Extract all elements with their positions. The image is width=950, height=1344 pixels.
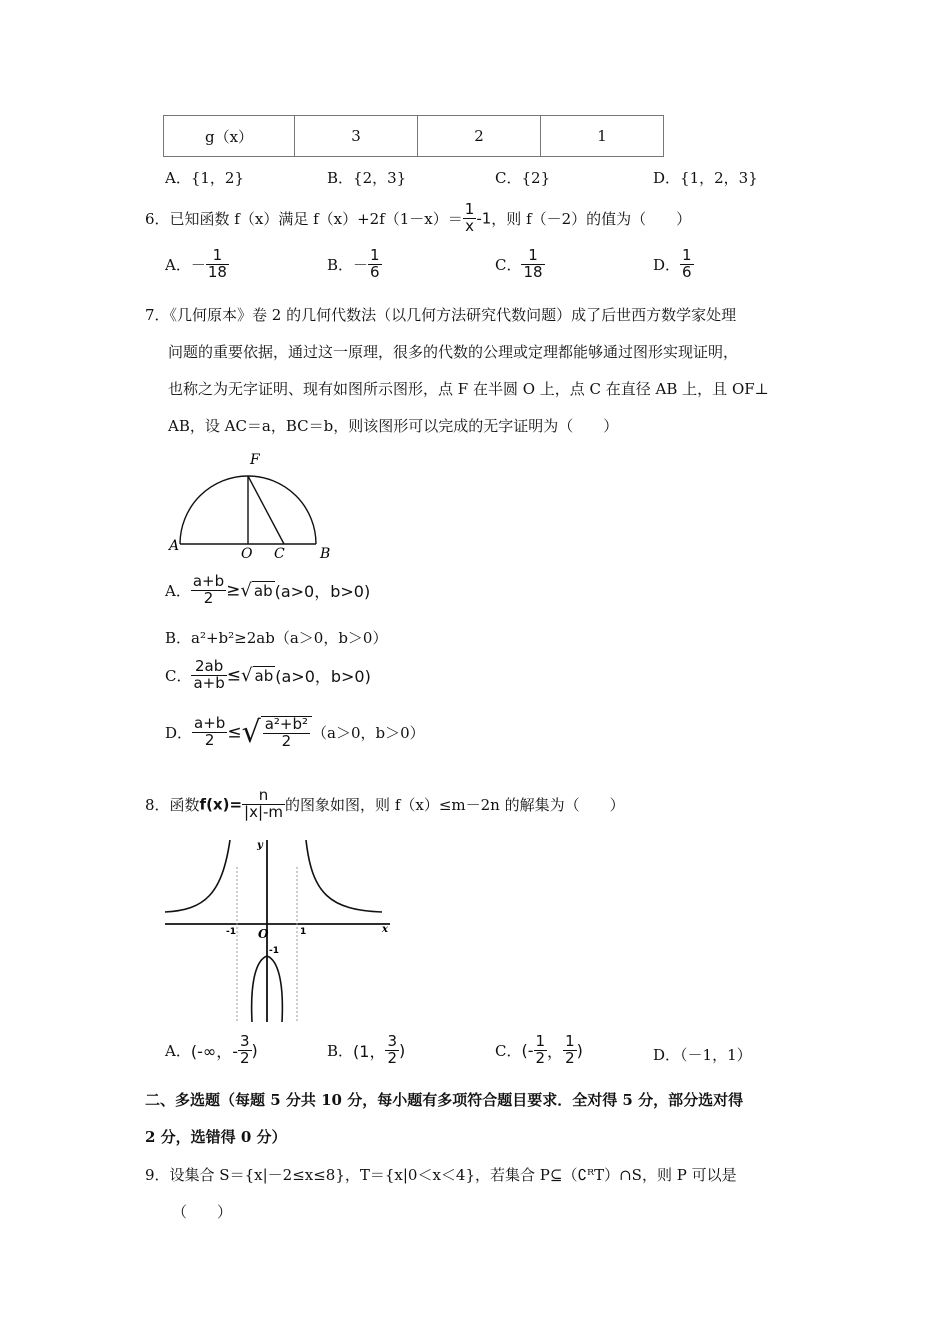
frac-num: a+b <box>194 714 226 733</box>
q6-option-d <box>653 248 694 281</box>
option-label: A． <box>165 581 191 600</box>
opt-pre: (1， <box>353 1041 386 1061</box>
frac-den: 2 <box>565 1048 575 1067</box>
option-label: B． <box>327 255 354 274</box>
section-heading-line-1: 二、多选题（每题 5 分共 10 分，每小题有多项符合题目要求．全对得 5 分，部分选对得 <box>145 1091 744 1109</box>
frac-num: n <box>258 786 269 804</box>
frac-num: a²+b² <box>264 714 309 733</box>
sign: － <box>190 255 206 274</box>
frac-num: 3 <box>387 1032 398 1050</box>
radicand: ab <box>254 666 274 685</box>
gx-value-cell: 2 <box>418 116 541 157</box>
q6-option-a <box>165 248 229 281</box>
frac-den: 2 <box>387 1048 398 1067</box>
frac-den: 6 <box>370 262 380 281</box>
frac-den: 18 <box>523 262 543 281</box>
q5-option-b: B．{2，3} <box>327 169 407 187</box>
section-heading-line-2: 2 分，选错得 0 分） <box>145 1128 287 1146</box>
opt-post: ) <box>399 1040 406 1060</box>
q7-option-c: C． $\frac{2ab}{a+b}$ ≤√ ab (a>0，b>0) <box>165 657 371 692</box>
q5-option-c: C．{2} <box>495 169 551 187</box>
q7-line-4: AB，设 AC＝a，BC＝b，则该图形可以完成的无字证明为（ ） <box>168 417 619 435</box>
q7-option-b <box>165 627 387 648</box>
gx-value-cell: 1 <box>541 116 664 157</box>
frac-num: 1 <box>370 246 380 264</box>
opt-pre: (-∞，- <box>190 1041 238 1061</box>
option-label: D． <box>653 255 681 274</box>
frac-num: 1 <box>528 246 538 264</box>
frac-den: 2 <box>191 590 226 607</box>
q6-fraction <box>463 202 477 235</box>
q8-stem-post: 的图象如图，则 f（x）≤m－2n 的解集为（ ） <box>285 795 625 814</box>
function-graph <box>160 832 400 1027</box>
q8-option-a <box>165 1034 258 1067</box>
q8-option-d <box>653 1044 752 1065</box>
option-text: （－1，1） <box>680 1046 752 1064</box>
q6-stem-post: ，则 f（－2）的值为（ ） <box>491 209 692 228</box>
frac-num: 3 <box>239 1032 250 1050</box>
gx-table <box>163 115 664 157</box>
gx-label-cell: g（x） <box>164 116 295 157</box>
q6-stem-pre: 6．已知函数 f（x）满足 f（x）+2f（1－x）＝ <box>145 209 463 228</box>
label-b: B <box>320 546 331 562</box>
q8-option-c <box>495 1034 583 1067</box>
option-label: A． <box>165 1041 191 1060</box>
label-x: x <box>382 924 388 935</box>
q6-stem <box>145 202 691 235</box>
condition: (a>0，b>0) <box>275 666 371 686</box>
frac-num: 1 <box>212 246 223 264</box>
frac-num: 1 <box>682 246 692 264</box>
frac-num: 1 <box>535 1032 546 1050</box>
option-label: C． <box>165 666 192 685</box>
frac-den: 2 <box>192 732 227 749</box>
frac-den: 18 <box>207 262 227 281</box>
relation: ≥ <box>226 580 241 601</box>
label-y: y <box>257 840 263 851</box>
q8-stem <box>145 788 625 821</box>
q7-line-3: 也称之为无字证明、现有如图所示图形，点 F 在半圆 O 上，点 C 在直径 AB 上，且 OF⊥ <box>168 380 769 398</box>
option-label: B． <box>165 629 192 647</box>
relation: ≤ <box>226 665 242 686</box>
q5-option-a: A．{1，2} <box>165 169 245 187</box>
frac-num: 2ab <box>195 657 224 675</box>
frac-den: 6 <box>682 262 692 281</box>
option-label: C． <box>495 255 522 274</box>
q9-line-1: 9．设集合 S＝{x|－2≤x≤8}，T＝{x|0＜x＜4}，若集合 P⊆（∁ᴿT）∩S，则 P 可以是 <box>145 1166 737 1184</box>
q7-line-2: 问题的重要依据，通过这一原理，很多的代数的公理或定理都能够通过图形实现证明， <box>168 343 739 361</box>
q6-frac-num: 1 <box>464 200 475 218</box>
label-neg-one: -1 <box>226 927 236 937</box>
q8-stem-pre: 8．函数 <box>145 795 200 814</box>
frac-num: 1 <box>565 1032 575 1050</box>
label-c: C <box>274 546 285 562</box>
label-origin: O <box>258 927 269 941</box>
condition: （a＞0，b＞0） <box>312 724 425 742</box>
relation: ≤ <box>227 722 242 743</box>
label-y-neg-one: -1 <box>269 946 279 956</box>
label-f: F <box>250 452 260 468</box>
option-label: A． <box>165 255 191 274</box>
label-o: O <box>241 546 253 562</box>
opt-post: ) <box>576 1040 583 1060</box>
opt-pre: (- <box>521 1040 534 1060</box>
q6-expr-tail: -1 <box>476 209 492 228</box>
q5-option-d: D．{1，2，3} <box>653 169 758 187</box>
q7-option-a: A． $\frac{a+b}{2}$ ≥√ ab (a>0，b>0) <box>165 572 371 607</box>
opt-mid: ， <box>547 1041 564 1061</box>
option-text: a²+b²≥2ab（a＞0，b＞0） <box>191 629 388 647</box>
label-one: 1 <box>300 927 307 937</box>
frac-den: |x|-m <box>244 802 284 821</box>
q6-option-c <box>495 248 545 281</box>
radicand: ab <box>253 581 273 600</box>
sign: － <box>353 255 369 274</box>
frac-num: a+b <box>192 572 225 590</box>
condition: (a>0，b>0) <box>274 581 371 601</box>
opt-post: ) <box>251 1040 258 1060</box>
option-label: D． <box>653 1046 681 1064</box>
frac-den: 2 <box>263 733 310 750</box>
q9-line-2: （ ） <box>172 1203 233 1221</box>
option-label: D． <box>165 724 193 742</box>
gx-value-cell: 3 <box>295 116 418 157</box>
option-label: B． <box>327 1041 354 1060</box>
q6-option-b <box>327 248 382 281</box>
option-label: C． <box>495 1041 522 1060</box>
q7-option-d: D． $\frac{a+b}{2}$ ≤√ $\frac{\text{a²+b²}}{2}$ （a＞0，b＞0） <box>165 714 425 750</box>
frac-den: 2 <box>239 1048 250 1067</box>
label-a: A <box>169 538 180 554</box>
q8-fx: f(x)= <box>199 795 243 814</box>
frac-den: 2 <box>535 1048 546 1067</box>
semicircle-figure <box>160 448 350 563</box>
q7-line-1: 7．《几何原本》卷 2 的几何代数法（以几何方法研究代数问题）成了后世西方数学家处理 <box>145 306 737 324</box>
q8-option-b <box>327 1034 405 1067</box>
frac-den: a+b <box>193 673 225 692</box>
q6-frac-den: x <box>463 218 477 235</box>
